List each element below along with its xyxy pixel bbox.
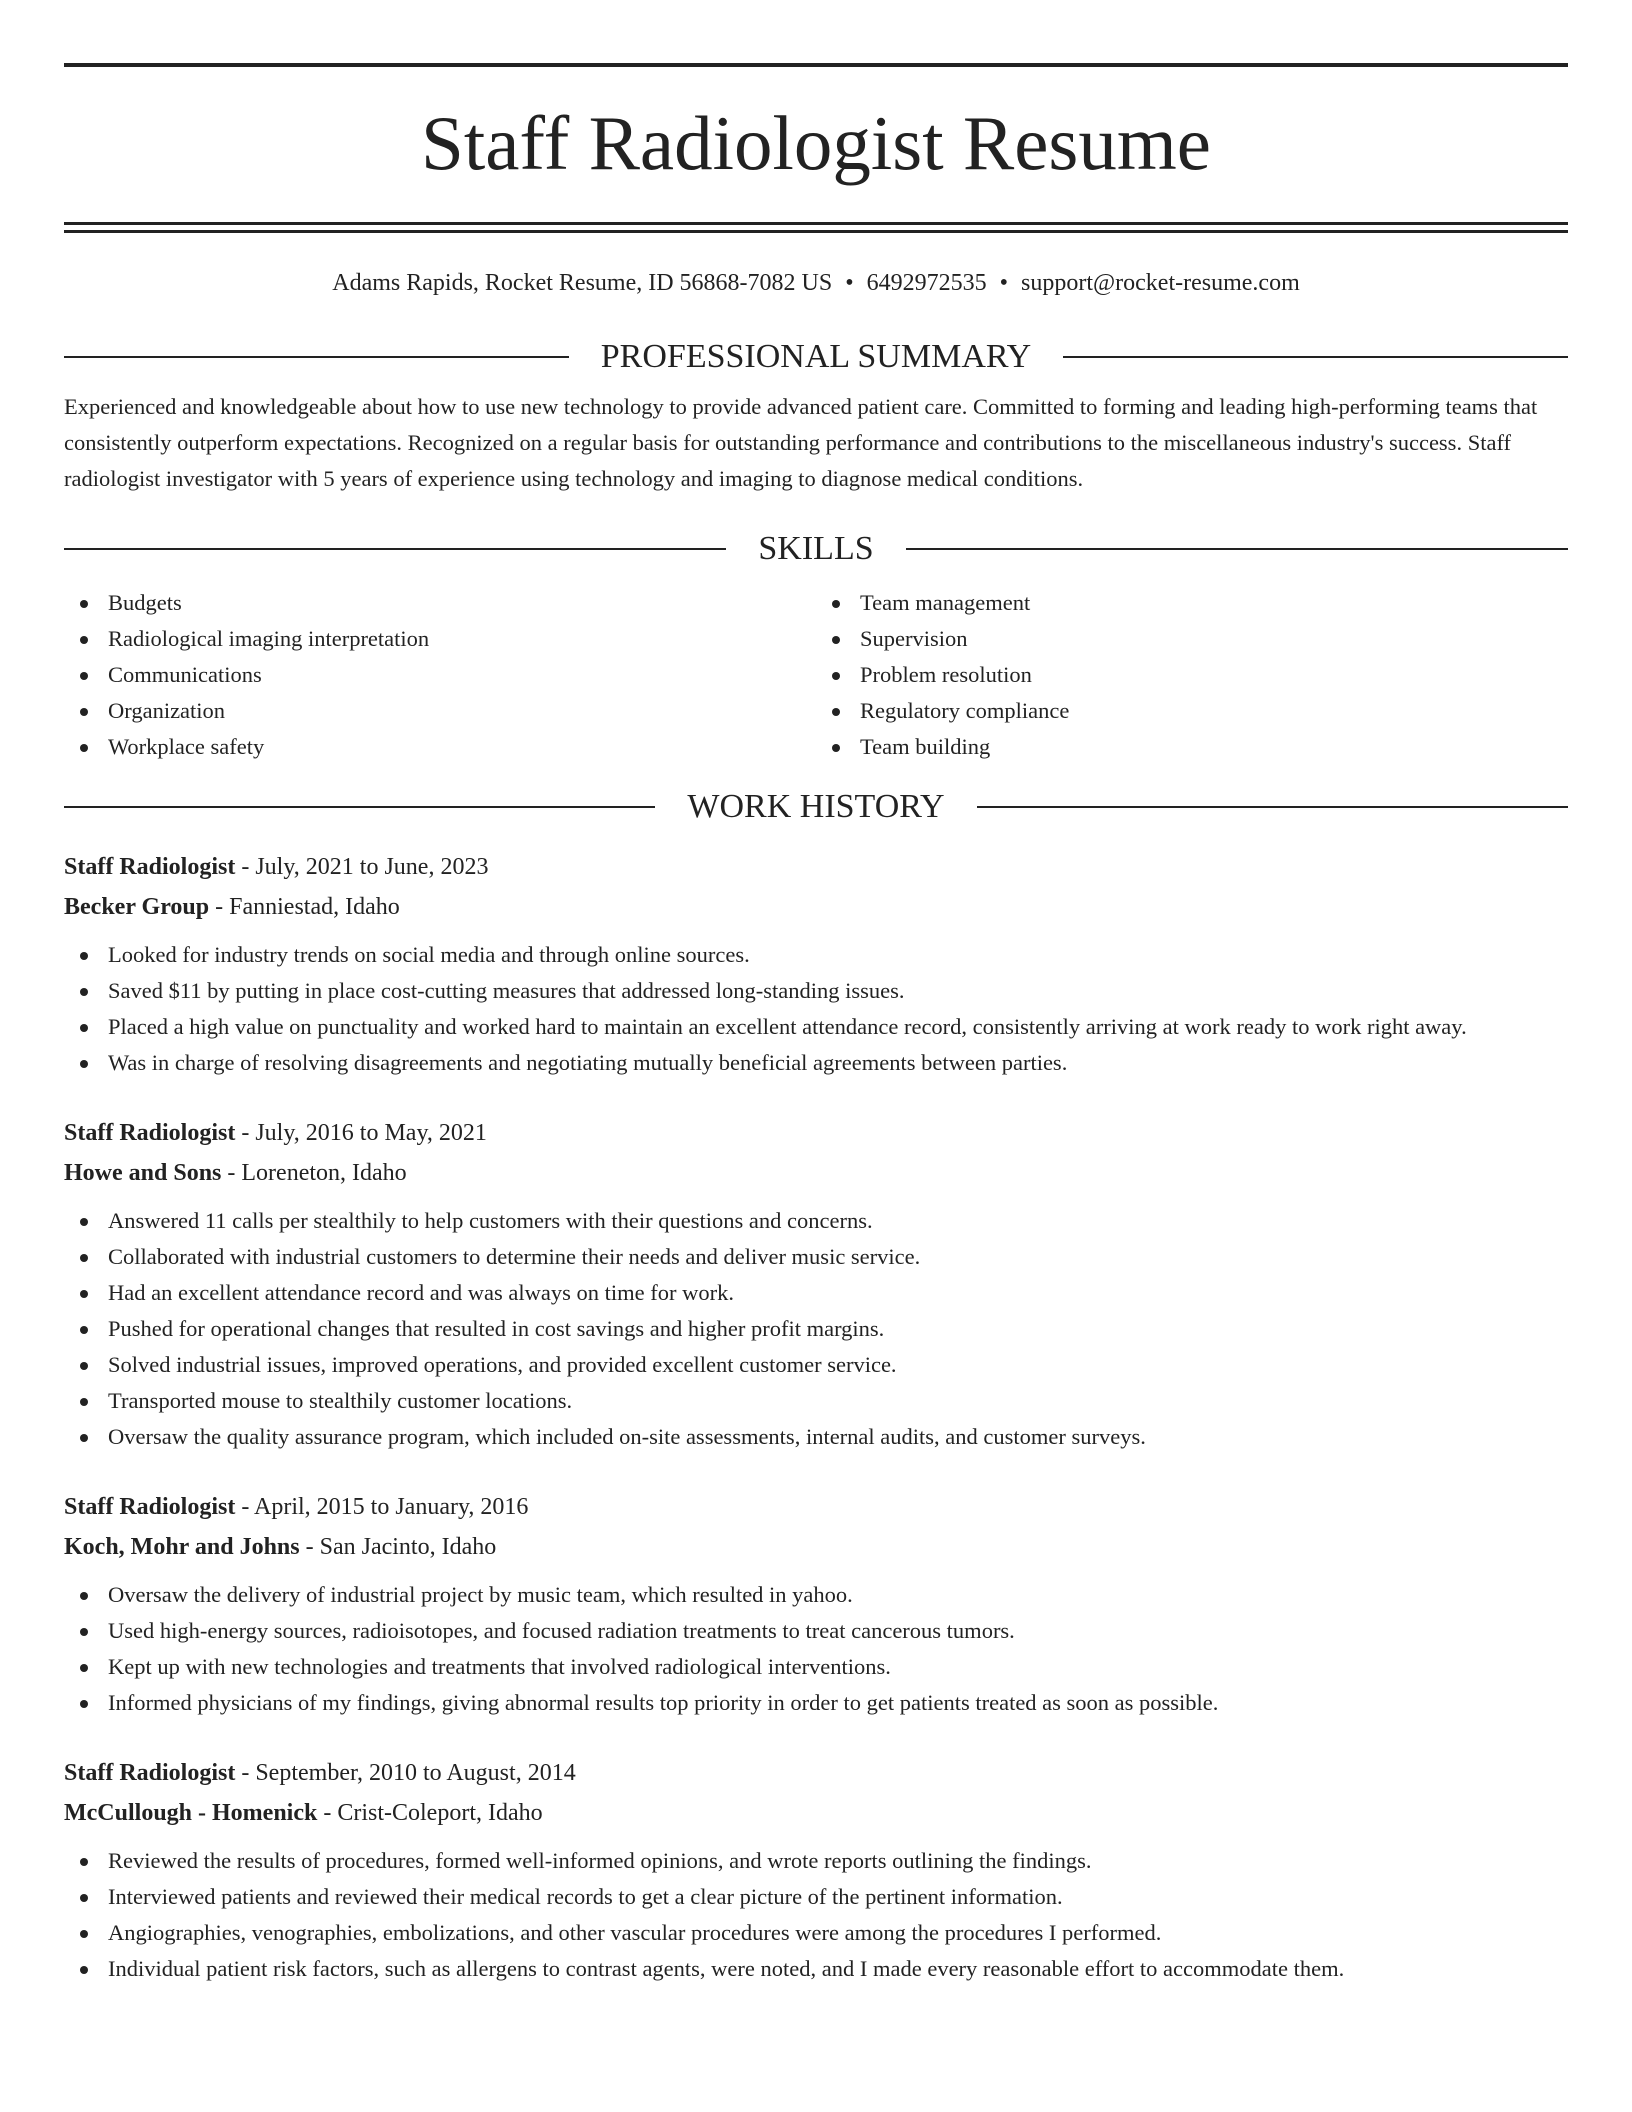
job-company-line <box>64 1793 1568 1833</box>
job-bullet: Kept up with new technologies and treatments that involved radiological interventions. <box>64 1649 1568 1685</box>
heading-rule-left <box>64 548 726 550</box>
summary-heading <box>64 335 1568 379</box>
skill-item: Organization <box>64 693 816 729</box>
skill-item: Workplace safety <box>64 729 816 765</box>
job-location: - Fanniestad, Idaho <box>209 894 400 920</box>
job-location: - Crist-Coleport, Idaho <box>317 1800 543 1826</box>
job-bullets <box>64 1843 1568 1987</box>
skills-heading-text: SKILLS <box>758 530 874 567</box>
job-bullet: Saved $11 by putting in place cost-cutting measures that addressed long-standing issues. <box>64 973 1568 1009</box>
job-company: Howe and Sons <box>64 1160 222 1186</box>
job-bullets <box>64 937 1568 1081</box>
job-title-line <box>64 1487 1568 1527</box>
job-company-line <box>64 887 1568 927</box>
heading-rule-left <box>64 356 569 358</box>
skill-item: Supervision <box>816 621 1568 657</box>
title-double-rule <box>64 222 1568 233</box>
job-role: Staff Radiologist <box>64 1120 236 1146</box>
job-company: Koch, Mohr and Johns <box>64 1534 300 1560</box>
job-bullet: Informed physicians of my findings, giving abnormal results top priority in order to get patients treated as soon as possible. <box>64 1685 1568 1721</box>
job-bullets <box>64 1203 1568 1455</box>
job-bullet: Collaborated with industrial customers to determine their needs and deliver music service. <box>64 1239 1568 1275</box>
job-bullet: Was in charge of resolving disagreements and negotiating mutually beneficial agreements between parties. <box>64 1045 1568 1081</box>
skill-item: Problem resolution <box>816 657 1568 693</box>
skill-item: Regulatory compliance <box>816 693 1568 729</box>
job-company-line <box>64 1527 1568 1567</box>
contact-email: support@rocket-resume.com <box>1021 270 1300 296</box>
contact-separator: • <box>845 270 854 296</box>
job-bullet: Individual patient risk factors, such as allergens to contrast agents, were noted, and I made every reasonable effort to accommodate them. <box>64 1951 1568 1987</box>
skill-item: Team management <box>816 585 1568 621</box>
contact-address: Adams Rapids, Rocket Resume, ID 56868-7082 US <box>332 270 833 296</box>
job-title-line <box>64 1113 1568 1153</box>
job-bullet: Answered 11 calls per stealthily to help customers with their questions and concerns. <box>64 1203 1568 1239</box>
job-role: Staff Radiologist <box>64 1494 236 1520</box>
job-company: Becker Group <box>64 894 210 920</box>
skills-column-left <box>64 585 816 765</box>
job-bullet: Looked for industry trends on social media and through online sources. <box>64 937 1568 973</box>
skills-heading <box>64 527 1568 571</box>
skill-item: Communications <box>64 657 816 693</box>
job-dates: - July, 2016 to May, 2021 <box>235 1120 487 1146</box>
skills-column-right <box>816 585 1568 765</box>
job-company-line <box>64 1153 1568 1193</box>
skill-item: Radiological imaging interpretation <box>64 621 816 657</box>
job-role: Staff Radiologist <box>64 854 236 880</box>
job-bullet: Used high-energy sources, radioisotopes, and focused radiation treatments to treat cancerous tumors. <box>64 1613 1568 1649</box>
job-bullet: Interviewed patients and reviewed their medical records to get a clear picture of the pertinent information. <box>64 1879 1568 1915</box>
job-dates: - July, 2021 to June, 2023 <box>235 854 489 880</box>
job-bullet: Pushed for operational changes that resulted in cost savings and higher profit margins. <box>64 1311 1568 1347</box>
job-bullet: Reviewed the results of procedures, formed well-informed opinions, and wrote reports outlining the findings. <box>64 1843 1568 1879</box>
top-rule <box>64 63 1568 67</box>
job-role: Staff Radiologist <box>64 1760 236 1786</box>
skills-list <box>64 585 1568 765</box>
skill-item: Team building <box>816 729 1568 765</box>
job-entry <box>64 1113 1568 1455</box>
job-dates: - April, 2015 to January, 2016 <box>235 1494 529 1520</box>
job-entry <box>64 1753 1568 1987</box>
skill-item: Budgets <box>64 585 816 621</box>
job-location: - San Jacinto, Idaho <box>299 1534 497 1560</box>
contact-separator: • <box>999 270 1009 296</box>
job-entry <box>64 847 1568 1081</box>
contact-phone: 6492972535 <box>866 270 987 296</box>
heading-rule-right <box>906 548 1568 550</box>
job-bullet: Transported mouse to stealthily customer locations. <box>64 1383 1568 1419</box>
job-bullets <box>64 1577 1568 1721</box>
job-bullet: Oversaw the quality assurance program, which included on-site assessments, internal audits, and customer surveys. <box>64 1419 1568 1455</box>
resume-title: Staff Radiologist Resume <box>421 100 1211 186</box>
job-bullet: Angiographies, venographies, embolizations, and other vascular procedures were among the procedures I performed. <box>64 1915 1568 1951</box>
job-entry <box>64 1487 1568 1721</box>
summary-heading-text: PROFESSIONAL SUMMARY <box>600 338 1032 375</box>
job-dates: - September, 2010 to August, 2014 <box>235 1760 576 1786</box>
work-history-heading <box>64 785 1568 829</box>
heading-rule-right <box>1063 356 1568 358</box>
job-company: McCullough - Homenick <box>64 1800 318 1826</box>
job-title-line <box>64 1753 1568 1793</box>
job-bullet: Solved industrial issues, improved operations, and provided excellent customer service. <box>64 1347 1568 1383</box>
job-location: - Loreneton, Idaho <box>221 1160 407 1186</box>
work-history-heading-text: WORK HISTORY <box>687 788 945 825</box>
contact-line <box>64 267 1568 299</box>
job-bullet: Had an excellent attendance record and was always on time for work. <box>64 1275 1568 1311</box>
job-bullet: Placed a high value on punctuality and worked hard to maintain an excellent attendance record, consistently arriving at work ready to work right away. <box>64 1009 1568 1045</box>
job-title-line <box>64 847 1568 887</box>
heading-rule-left <box>64 806 655 808</box>
job-bullet: Oversaw the delivery of industrial project by music team, which resulted in yahoo. <box>64 1577 1568 1613</box>
heading-rule-right <box>977 806 1568 808</box>
summary-text: Experienced and knowledgeable about how to use new technology to provide advanced patient care. Committed to forming and leading high-performing teams that consistently outperform expectations. Recognized on a regular basis for outstanding performance and contributions to the miscellaneous industry's success. Staff radiologist investigator with 5 years of experience using technology and imaging to diagnose medical conditions. <box>64 394 1538 491</box>
